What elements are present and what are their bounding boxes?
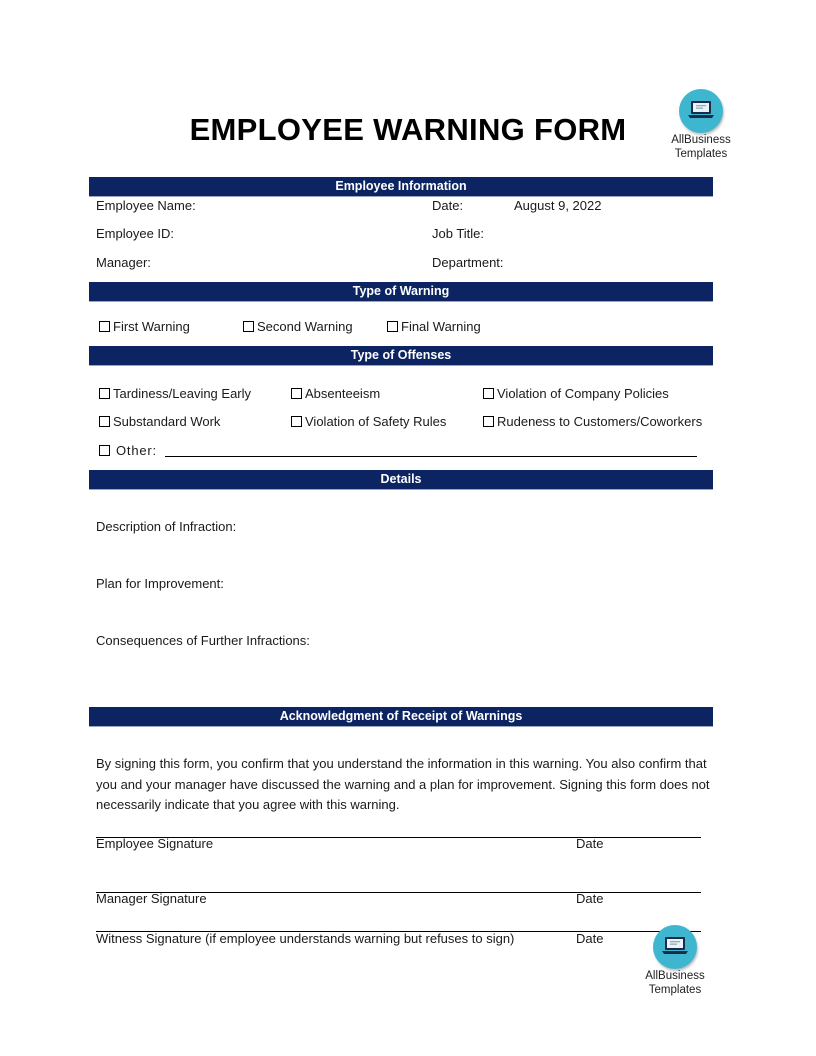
plan-label: Plan for Improvement:	[96, 576, 224, 591]
offense-policy-violation[interactable]: Violation of Company Policies	[483, 386, 669, 401]
checkbox[interactable]	[99, 445, 110, 456]
checkbox[interactable]	[483, 416, 494, 427]
warning-second[interactable]: Second Warning	[243, 319, 353, 334]
checkbox[interactable]	[243, 321, 254, 332]
checkbox[interactable]	[99, 388, 110, 399]
checkbox[interactable]	[99, 416, 110, 427]
offense-tardiness[interactable]: Tardiness/Leaving Early	[99, 386, 251, 401]
other-input-line[interactable]	[165, 456, 697, 457]
witness-date-label: Date	[576, 931, 604, 946]
checkbox[interactable]	[99, 321, 110, 332]
date-value: August 9, 2022	[514, 198, 602, 213]
witness-signature-label: Witness Signature (if employee understands warning but refuses to sign)	[96, 931, 515, 946]
consequences-label: Consequences of Further Infractions:	[96, 633, 310, 648]
employee-signature-label: Employee Signature	[96, 836, 214, 851]
checkbox[interactable]	[291, 388, 302, 399]
offense-rudeness[interactable]: Rudeness to Customers/Coworkers	[483, 414, 702, 429]
department-label: Department:	[432, 255, 504, 270]
top-logo	[661, 89, 741, 161]
laptop-icon	[653, 925, 697, 969]
checkbox[interactable]	[291, 416, 302, 427]
bottom-logo	[635, 925, 715, 997]
offense-absenteeism[interactable]: Absenteeism	[291, 386, 380, 401]
manager-label: Manager:	[96, 255, 151, 270]
laptop-icon	[679, 89, 723, 133]
checkbox[interactable]	[387, 321, 398, 332]
section-header-acknowledgment: Acknowledgment of Receipt of Warnings	[89, 707, 713, 727]
offense-other[interactable]: Other:	[99, 443, 157, 458]
logo-text-line2: Templates	[674, 148, 728, 160]
job-title-label: Job Title:	[432, 226, 485, 241]
logo-text-line1: AllBusiness	[671, 134, 731, 146]
employee-id-label: Employee ID:	[96, 226, 175, 241]
logo-text-line1: AllBusiness	[645, 970, 705, 982]
logo-text-line2: Templates	[648, 984, 702, 996]
manager-date-label: Date	[576, 891, 604, 906]
manager-signature-label: Manager Signature	[96, 891, 207, 906]
employee-date-label: Date	[576, 836, 604, 851]
warning-final[interactable]: Final Warning	[387, 319, 481, 334]
employee-name-label: Employee Name:	[96, 198, 196, 213]
description-label: Description of Infraction:	[96, 519, 237, 534]
warning-first[interactable]: First Warning	[99, 319, 190, 334]
offense-safety-violation[interactable]: Violation of Safety Rules	[291, 414, 446, 429]
section-header-employee-info: Employee Information	[89, 177, 713, 197]
offense-substandard-work[interactable]: Substandard Work	[99, 414, 220, 429]
section-header-offenses: Type of Offenses	[89, 346, 713, 366]
section-header-warning-type: Type of Warning	[89, 282, 713, 302]
date-label: Date:	[432, 198, 464, 213]
section-header-details: Details	[89, 470, 713, 490]
checkbox[interactable]	[483, 388, 494, 399]
acknowledgment-text: By signing this form, you confirm that you understand the information in this warning. You also confirm that you and your manager have discussed the warning and a plan for improvement. Signing this form does not necessarily indicate that you agree with this warning.	[96, 756, 710, 812]
form-title: EMPLOYEE WARNING FORM	[189, 112, 627, 147]
